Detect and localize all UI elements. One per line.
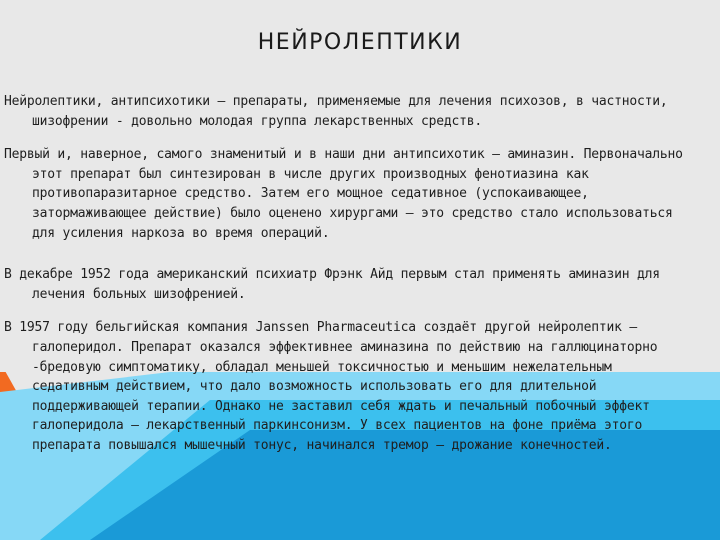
slide-body [4,92,694,470]
paragraph-haloperidol: В 1957 году бельгийская компания Janssen Pharmaceutica создаёт другой нейролептик – галоперидол. Препарат оказался эффективнее аминазина по действию на галлюцинаторно -бредовую симптоматику, обладал меньшей токсичностью и меньшим нежелательным седативным действием, что дало возможность использовать его для длительной поддерживающей терапии. Однако не заставил себя ждать и печальный побочный эффект галоперидола – лекарственный паркинсонизм. У всех пациентов на фоне приёма этого препарата повышался мышечный тонус, начинался тремор – дрожание конечностей. [4,320,658,453]
slide-title: НЕЙРОЛЕПТИКИ [257,30,463,55]
paragraph-frank-ayd: В декабре 1952 года американский психиатр Фрэнк Айд первым стал применять аминазин для лечения больных шизофренией. [4,267,660,302]
paragraph-aminazine-history: Первый и, наверное, самого знаменитый и в наши дни антипсихотик – аминазин. Первоначально этот препарат был синтезирован в числе других производных фенотиазина как противопаразитарное средство. Затем его мощное седативное (успокаивающее, затормаживающее действие) было оценено хирургами – это средство стало использоваться для усиления наркоза во время операций. [4,147,683,241]
paragraph-neuroleptics-definition: Нейролептики, антипсихотики – препараты, применяемые для лечения психозов, в частности, шизофрении - довольно молодая группа лекарственных средств. [4,94,668,129]
